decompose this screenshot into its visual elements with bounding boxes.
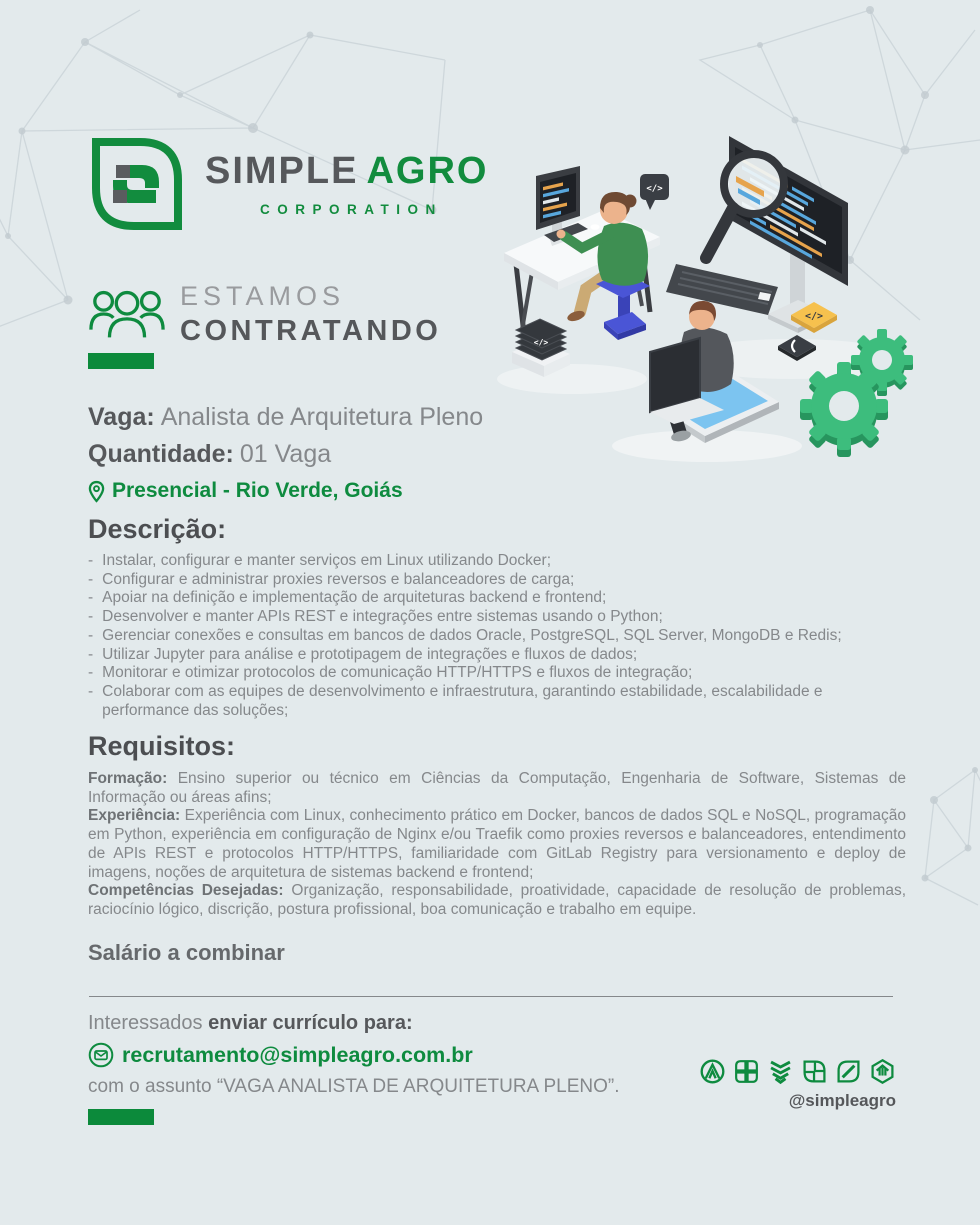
hiring-line-1: ESTAMOS xyxy=(180,281,346,311)
keyboard xyxy=(666,264,778,315)
hiring-illustration xyxy=(492,114,928,486)
company-leaf-logo xyxy=(88,134,184,234)
description-item: - Utilizar Jupyter para análise e prototipagem de integrações e fluxos de dados; xyxy=(88,645,638,663)
job-title-line xyxy=(88,403,483,432)
location-pin-icon xyxy=(88,480,105,503)
job-summary xyxy=(88,403,483,503)
logo-chevron-shield-icon xyxy=(767,1058,794,1085)
developer-workstation xyxy=(504,166,669,377)
logo-circle-peak-icon xyxy=(699,1058,726,1085)
logo-word-simple: SIMPLE xyxy=(205,150,359,192)
job-title-value: Analista de Arquitetura Pleno xyxy=(160,403,484,431)
description-item: - Instalar, configurar e manter serviços em Linux utilizando Docker; xyxy=(88,552,552,569)
company-name xyxy=(205,150,488,217)
contact-email[interactable]: recrutamento@simpleagro.com.br xyxy=(122,1042,473,1067)
description-item: - Colaborar com as equipes de desenvolvimento e infraestrutura, garantindo estabilidade, escalabilidade e performance das soluções; xyxy=(88,682,823,719)
requirements-body xyxy=(88,770,906,920)
green-accent-bar-top xyxy=(88,353,154,369)
divider-line xyxy=(89,996,893,997)
speech-bubble-code xyxy=(640,174,669,210)
hiring-headline xyxy=(180,281,441,348)
requirement-competencias: Competências Desejadas: Organização, responsabilidade, proatividade, capacidade de resolução de problemas, raciocínio lógico, discrição, postura profissional, boa comunicação e trabalho em equipe. xyxy=(88,882,906,918)
salary-note: Salário a combinar xyxy=(88,940,285,965)
email-icon xyxy=(88,1042,114,1068)
svg-text:</>: </> xyxy=(646,184,663,194)
contact-subject: com o assunto “VAGA ANALISTA DE ARQUITETURA PLENO”. xyxy=(88,1076,620,1097)
requirements-title: Requisitos: xyxy=(88,731,236,761)
logo-quadrant-square-icon xyxy=(733,1058,760,1085)
job-location-text: Presencial - Rio Verde, Goiás xyxy=(112,479,403,502)
logo-word-agro: AGRO xyxy=(366,150,489,192)
job-quantity-value: 01 Vaga xyxy=(239,440,332,468)
contact-intro: Interessados enviar currículo para: xyxy=(88,1012,413,1034)
requirement-experiencia: Experiência: Experiência com Linux, conhecimento prático em Docker, bancos de dados SQL e NoSQL, programação em Python, experiência em configuração de Nginx e/ou Traefik como proxies reversos e balanceadores, entendimento de APIs REST e protocolos HTTP/HTTPS, familiaridade com GitLab Registry para versionamento e deploy de imagens, noções de arquitetura de sistemas backend e frontend; xyxy=(88,807,906,881)
social-handle: @simpleagro xyxy=(788,1091,896,1110)
requirement-formacao: Formação: Ensino superior ou técnico em Ciências da Computação, Engenharia de Software, Sistemas de Informação ou áreas afins; xyxy=(88,770,906,806)
svg-text:</>: </> xyxy=(533,338,549,347)
description-item: - Desenvolver e manter APIs REST e integrações entre sistemas usando o Python; xyxy=(88,608,663,626)
logo-subtitle: CORPORATION xyxy=(260,202,443,217)
description-item: - Apoiar na definição e implementação de arquiteturas backend e frontend; xyxy=(88,589,607,607)
job-title-label: Vaga: xyxy=(88,403,155,431)
job-quantity-line xyxy=(88,440,483,469)
description-list xyxy=(88,552,910,720)
hiring-line-2: CONTRATANDO xyxy=(180,315,442,347)
job-quantity-label: Quantidade: xyxy=(88,440,234,468)
description-item: - Monitorar e otimizar protocolos de comunicação HTTP/HTTPS e fluxos de integração; xyxy=(88,664,693,682)
description-item: - Gerenciar conexões e consultas em bancos de dados Oracle, PostgreSQL, SQL Server, MongoDB e Redis; xyxy=(88,626,842,644)
job-location-line xyxy=(88,479,483,503)
logo-hexagon-tree-icon xyxy=(869,1058,896,1085)
people-group-icon xyxy=(88,286,166,342)
contact-email-row xyxy=(88,1042,619,1068)
logo-leaf-slash-icon xyxy=(835,1058,862,1085)
description-title: Descrição: xyxy=(88,514,227,544)
svg-text:</>: </> xyxy=(804,311,824,322)
green-accent-bar-bottom xyxy=(88,1109,154,1125)
contact-block xyxy=(88,1012,619,1098)
description-item: - Configurar e administrar proxies reversos e balanceadores de carga; xyxy=(88,570,575,588)
logo-leaf-panes-icon xyxy=(801,1058,828,1085)
brand-logos-row xyxy=(699,1058,896,1085)
